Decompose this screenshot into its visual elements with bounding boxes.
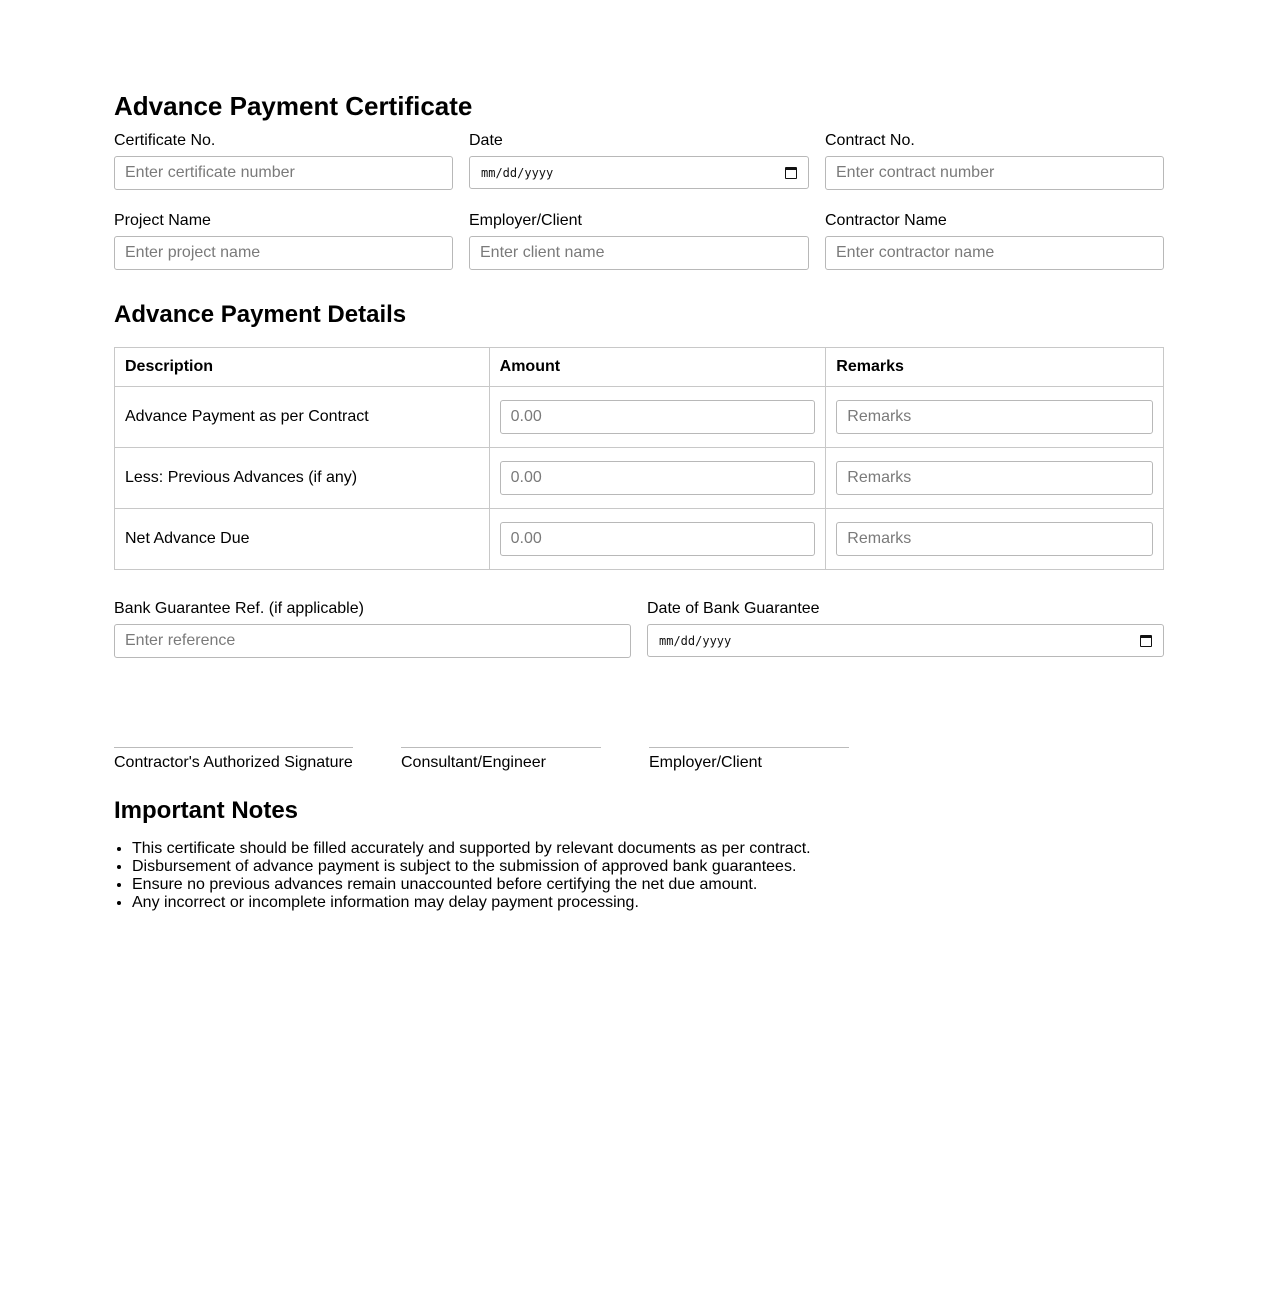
contractor-name-field — [825, 212, 1164, 270]
contract-no-field — [825, 132, 1164, 190]
remarks-cell — [826, 448, 1164, 509]
project-name-label: Project Name — [114, 212, 211, 229]
row-description: Less: Previous Advances (if any) — [115, 448, 490, 509]
info-row-2 — [114, 212, 1164, 270]
signature-block-employer — [649, 747, 849, 772]
table-row — [115, 509, 1164, 570]
signature-label: Contractor's Authorized Signature — [114, 754, 353, 771]
certificate-no-label: Certificate No. — [114, 132, 216, 149]
bank-guarantee-date-field — [647, 600, 1164, 658]
date-field — [469, 132, 809, 190]
remarks-input[interactable] — [836, 522, 1153, 556]
date-placeholder: mm/dd/yyyy — [481, 165, 554, 180]
amount-cell — [489, 509, 826, 570]
project-name-input[interactable] — [114, 236, 453, 270]
table-row — [115, 387, 1164, 448]
remarks-input[interactable] — [836, 461, 1153, 495]
row-description: Net Advance Due — [115, 509, 490, 570]
bank-guarantee-date-input[interactable] — [647, 624, 1164, 657]
row-description: Advance Payment as per Contract — [115, 387, 490, 448]
list-item: • Ensure no previous advances remain unaccounted before certifying the net due amount. — [132, 876, 811, 894]
column-header-description: Description — [115, 348, 490, 387]
signature-block-consultant — [401, 747, 601, 772]
amount-cell — [489, 387, 826, 448]
date-input[interactable] — [469, 156, 809, 189]
bank-guarantee-ref-input[interactable] — [114, 624, 631, 658]
amount-cell — [489, 448, 826, 509]
remarks-cell — [826, 509, 1164, 570]
calendar-icon[interactable] — [1140, 635, 1152, 647]
signature-line — [649, 747, 849, 748]
notes-list — [114, 840, 811, 912]
table-row — [115, 448, 1164, 509]
amount-input[interactable] — [500, 461, 816, 495]
page-title: Advance Payment Certificate — [114, 91, 473, 121]
contract-no-label: Contract No. — [825, 132, 915, 149]
list-item: • Any incorrect or incomplete information may delay payment processing. — [132, 894, 811, 912]
amount-input[interactable] — [500, 522, 816, 556]
signature-block-contractor — [114, 747, 353, 772]
signature-line — [401, 747, 601, 748]
calendar-icon[interactable] — [785, 167, 797, 179]
info-row-1 — [114, 132, 1164, 190]
certificate-no-field — [114, 132, 453, 190]
table-header-row — [115, 348, 1164, 387]
contract-no-input[interactable] — [825, 156, 1164, 190]
signature-label: Consultant/Engineer — [401, 754, 546, 771]
notes-heading: Important Notes — [114, 797, 299, 824]
amount-input[interactable] — [500, 400, 816, 434]
remarks-input[interactable] — [836, 400, 1153, 434]
employer-client-input[interactable] — [469, 236, 809, 270]
project-name-field — [114, 212, 453, 270]
list-item: • Disbursement of advance payment is subject to the submission of approved bank guarantees. — [132, 858, 811, 876]
bank-guarantee-ref-label: Bank Guarantee Ref. (if applicable) — [114, 600, 364, 617]
bank-guarantee-date-label: Date of Bank Guarantee — [647, 600, 820, 617]
employer-client-label: Employer/Client — [469, 212, 582, 229]
bank-guarantee-ref-field — [114, 600, 631, 658]
contractor-name-label: Contractor Name — [825, 212, 947, 229]
date-placeholder: mm/dd/yyyy — [659, 633, 732, 648]
signature-line — [114, 747, 353, 748]
column-header-remarks: Remarks — [826, 348, 1164, 387]
signature-label: Employer/Client — [649, 754, 762, 771]
guarantee-row — [114, 600, 1164, 658]
details-table — [114, 347, 1164, 570]
list-item: • This certificate should be filled accurately and supported by relevant documents as per contract. — [132, 840, 811, 858]
details-heading: Advance Payment Details — [114, 301, 407, 328]
column-header-amount: Amount — [489, 348, 826, 387]
contractor-name-input[interactable] — [825, 236, 1164, 270]
certificate-no-input[interactable] — [114, 156, 453, 190]
employer-client-field — [469, 212, 809, 270]
date-label: Date — [469, 132, 503, 149]
remarks-cell — [826, 387, 1164, 448]
